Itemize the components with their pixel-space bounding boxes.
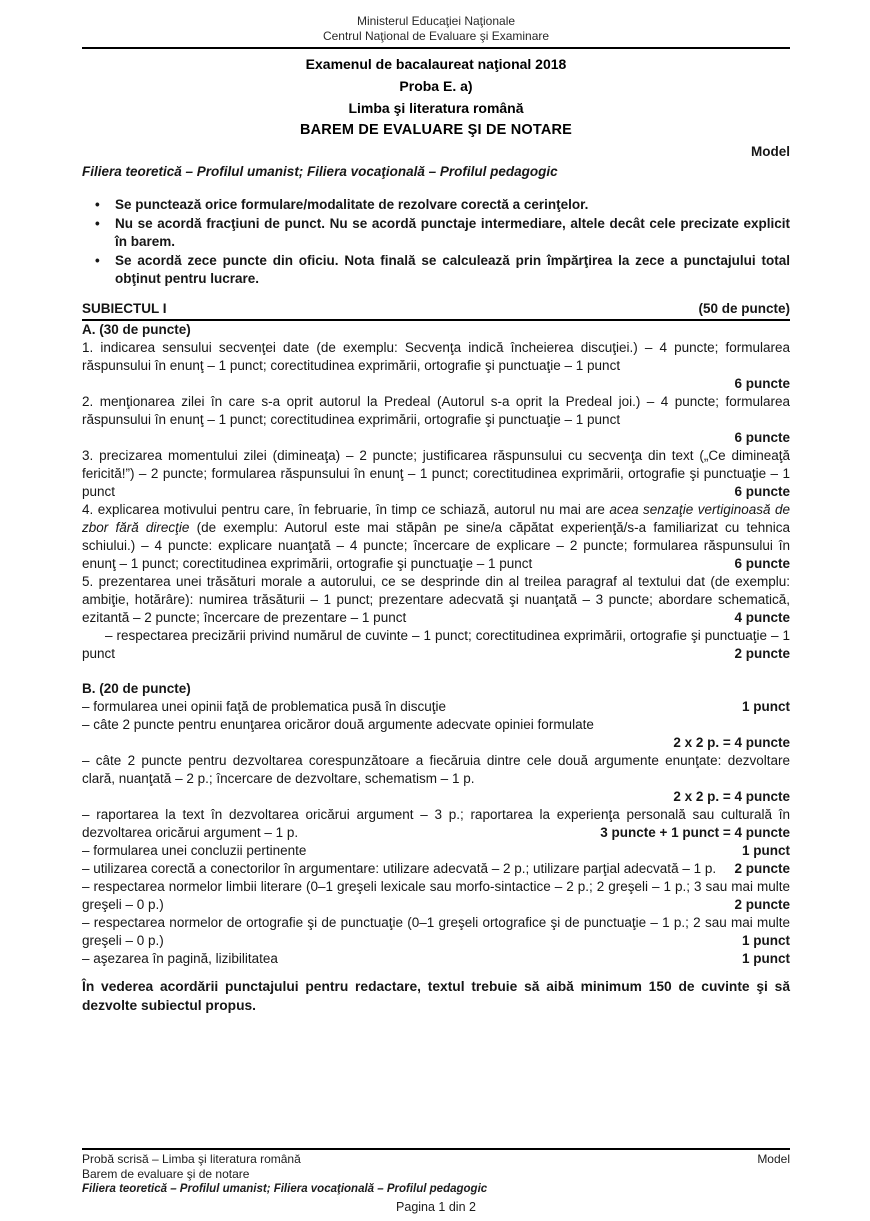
barem-item — [82, 716, 790, 734]
item-text: – formularea unei opinii faţă de problematica pusă în discuţie — [82, 698, 446, 714]
general-rule-item: • Se punctează orice formulare/modalitate de rezolvare corectă a cerinţelor. — [82, 196, 790, 215]
bullet-icon: • — [95, 197, 100, 212]
barem-item — [82, 950, 790, 968]
barem-item — [82, 842, 790, 860]
section-gap — [82, 663, 790, 680]
part-a-items — [82, 339, 790, 663]
item-text: 4. explicarea motivului pentru care, în februarie, în timp ce schiază, autorul nu mai are — [82, 501, 610, 517]
ministry-line-1: Ministerul Educaţiei Naţionale — [356, 14, 516, 28]
barem-item — [82, 573, 790, 627]
item-text: – respectarea normelor limbii literare (0–1 greşeli lexicale sau morfo-sintactice – 2 p.; 2 greşeli – 1 p.; 3 sau mai multe greşeli – 0 p.) — [82, 878, 790, 912]
score-value: 2 puncte — [734, 860, 790, 876]
subiectul-1-points: (50 de puncte) — [698, 300, 790, 316]
barem-item — [82, 752, 790, 788]
item-text: (de exemplu: Autorul este mai stăpân pe sine/a căpătat experienţă/s-a familiarizat cu tehnica schiului.) – 4 puncte: explicare nuanţată – 4 puncte; încercare de explicare – 2 puncte; formularea răspunsului în enunţ – 1 punct; corectitudinea exprimării, ortografie şi punctuaţie – 1 punct — [82, 519, 791, 571]
doc-title: BAREM DE EVALUARE ŞI DE NOTARE — [299, 122, 573, 138]
subject-title: Limba şi literatura română — [348, 100, 524, 116]
bullet-icon: • — [95, 252, 100, 268]
proba-title: Proba E. a) — [399, 78, 473, 94]
title-block — [82, 53, 790, 141]
barem-item — [82, 878, 790, 914]
item-text: – respectarea precizării privind numărul de cuvinte – 1 punct; corectitudinea exprimării, ortografie şi punctuaţie – 1 punct — [82, 627, 790, 661]
score-value: 2 x 2 p. = 4 puncte — [673, 788, 790, 804]
barem-item — [82, 806, 790, 842]
barem-item — [82, 860, 790, 878]
item-text: 1. indicarea sensului secvenţei date (de exemplu: Secvenţa indică încheierea discuţiei.) – 4 puncte; formularea răspunsului în enunţ – 1 punct; corectitudinea exprimării, ortografie şi punctuaţie – 1 punct — [82, 339, 790, 373]
page-footer — [82, 1148, 790, 1215]
ministry-line-2: Centrul Naţional de Evaluare şi Examinare — [322, 29, 550, 43]
score-value: 1 punct — [741, 842, 790, 858]
barem-item — [82, 698, 790, 716]
item-text: – câte 2 puncte pentru enunţarea oricăror două argumente adecvate opiniei formulate — [82, 716, 594, 732]
subiectul-1-title: SUBIECTUL I — [82, 300, 167, 316]
item-text: – formularea unei concluzii pertinente — [82, 842, 307, 858]
item-text: 3. precizarea momentului zilei (dimineaţa) – 2 puncte; justificarea răspunsului cu secvenţa din text („Ce dimineaţă fericită!”) – 2 puncte; formularea răspunsului în enunţ – 1 punct; corectitudinea exprimării, ortografie şi punctuaţie – 1 punct — [82, 447, 790, 499]
score-value: 2 x 2 p. = 4 puncte — [673, 734, 790, 750]
general-rules-list — [82, 196, 790, 289]
subiectul-1-header — [82, 300, 790, 321]
item-text: – aşezarea în pagină, lizibilitatea — [82, 950, 278, 966]
item-text: – raportarea la text în dezvoltarea oricărui argument – 3 p.; raportarea la experienţa personală sau culturală în dezvoltarea oricărui argument – 1 p. — [82, 806, 790, 840]
general-rule-item: • Se acordă zece puncte din oficiu. Nota finală se calculează prin împărţirea la zece a punctajului total obţinut pentru lucrare. — [95, 252, 790, 286]
barem-item — [82, 914, 790, 950]
filiera-line: Filiera teoretică – Profilul umanist; Filiera vocaţională – Profilul pedagogic — [82, 164, 558, 179]
item-text: – utilizarea corectă a conectorilor în argumentare: utilizare adecvată – 2 p.; utilizare parţial adecvată – 1 p. — [82, 860, 717, 876]
score-value: 2 puncte — [734, 896, 790, 912]
footer-model-label: Model — [757, 1152, 790, 1166]
exam-title: Examenul de bacalaureat naţional 2018 — [305, 56, 567, 72]
part-b-title: B. (20 de puncte) — [82, 680, 191, 696]
part-a-title: A. (30 de puncte) — [82, 321, 191, 337]
item-text: – câte 2 puncte pentru dezvoltarea corespunzătoare a fiecăruia dintre cele două argumente enunţate: dezvoltare clară, nuanţată – 2 p.; încercare de dezvoltare, schematism – 1 p. — [82, 752, 790, 786]
bullet-icon: • — [95, 215, 100, 231]
part-b-items — [82, 698, 790, 968]
score-value: 1 punct — [741, 698, 790, 714]
footer-barem-line: Barem de evaluare şi de notare — [82, 1167, 250, 1181]
score-value: 3 puncte + 1 punct = 4 puncte — [600, 824, 790, 840]
barem-item — [82, 393, 790, 429]
score-value: 1 punct — [741, 932, 790, 948]
score-value: 1 punct — [741, 950, 790, 966]
score-value: 6 puncte — [734, 555, 790, 571]
barem-item — [82, 501, 790, 573]
item-text: – respectarea normelor de ortografie şi de punctuaţie (0–1 greşeli ortografice şi de punctuaţie – 1 p.; 2 sau mai multe greşeli – 0 p.) — [82, 914, 790, 948]
score-value: 4 puncte — [734, 609, 790, 625]
item-text: 5. prezentarea unei trăsături morale a autorului, ce se desprinde din al treilea paragraf al textului dat (de exemplu: ambiţie, hotărâre): numirea trăsăturii – 1 punct; prezentare adecvată şi nuanţată – 3 puncte; abordare schematică, ezitantă – 2 puncte; încercare de prezentare – 1 punct — [82, 573, 790, 625]
footer-proba-line: Probă scrisă – Limba şi literatura română — [82, 1152, 301, 1166]
item-text: 2. menţionarea zilei în care s-a oprit autorul la Predeal (Autorul s-a oprit la Predeal joi.) – 4 puncte; formularea răspunsului în enunţ – 1 punct; corectitudinea exprimării, ortografie şi punctuaţie – 1 punct — [82, 393, 790, 427]
model-label: Model — [751, 144, 790, 159]
footer-row — [82, 1152, 790, 1167]
score-value: 6 puncte — [734, 429, 790, 445]
barem-item — [82, 627, 790, 663]
score-value: 2 puncte — [734, 645, 790, 661]
item-text-italic: acea senzaţie vertiginoasă de zbor fără direcţie — [82, 501, 790, 535]
footer-filiera-line: Filiera teoretică – Profilul umanist; Filiera vocaţională – Profilul pedagogic — [82, 1183, 488, 1195]
footer-page-number: Pagina 1 din 2 — [396, 1200, 476, 1214]
barem-item — [82, 339, 790, 375]
score-value: 6 puncte — [734, 483, 790, 499]
redactare-note: În vederea acordării punctajului pentru redactare, textul trebuie să aibă minimum 150 de cuvinte şi să dezvolte subiectul propus. — [82, 978, 790, 1013]
score-value: 6 puncte — [734, 375, 790, 391]
general-rule-item: • Nu se acordă fracţiuni de punct. Nu se acordă punctaje intermediare, altele decât cele precizate explicit în barem. — [95, 215, 790, 249]
barem-item — [82, 447, 790, 501]
header-divider — [82, 47, 790, 49]
